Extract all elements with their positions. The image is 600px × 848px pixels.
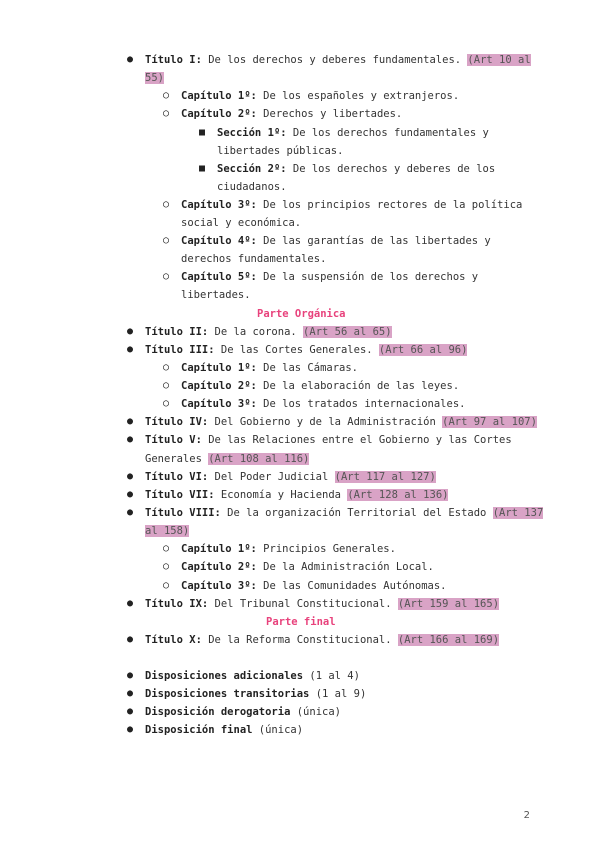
- item-label: Capítulo 4º:: [181, 235, 257, 247]
- item-label: Disposición final: [145, 724, 253, 736]
- square-bullet-icon: ■: [199, 127, 206, 138]
- bullet-icon: ●: [127, 434, 134, 445]
- item-label: Título VI:: [145, 471, 209, 483]
- item-text: Del Tribunal Constitucional.: [208, 598, 398, 610]
- circle-bullet-icon: ○: [163, 362, 170, 373]
- item-label: Capítulo 1º:: [181, 362, 257, 374]
- article-range: (Art 10 al: [467, 54, 531, 66]
- item-text: De los derechos y deberes de los: [286, 163, 496, 175]
- bullet-icon: ●: [127, 706, 134, 717]
- item-label: Capítulo 2º:: [181, 561, 257, 573]
- article-range: (Art 128 al 136): [347, 489, 449, 501]
- capitulo-line: [181, 540, 396, 558]
- article-range: 55): [145, 72, 164, 84]
- item-label: Sección 1º:: [217, 127, 287, 139]
- item-text: De la organización Territorial del Estado: [220, 507, 493, 519]
- section-heading-parte-final: Parte final: [266, 616, 336, 628]
- bullet-icon: ●: [127, 634, 134, 645]
- seccion-line-2: ciudadanos.: [217, 181, 287, 193]
- capitulo-line: [181, 395, 465, 413]
- article-range: (Art 108 al 116): [208, 453, 310, 465]
- circle-bullet-icon: ○: [163, 561, 170, 572]
- item-label: Capítulo 2º:: [181, 108, 257, 120]
- disposiciones-transitorias-line: [145, 685, 366, 703]
- capitulo-line: [181, 87, 459, 105]
- capitulo-line: [181, 377, 459, 395]
- titulo-9-line: [145, 595, 499, 613]
- titulo-7-line: [145, 486, 448, 504]
- capitulo-line: [181, 577, 447, 595]
- circle-bullet-icon: ○: [163, 271, 170, 282]
- titulo-2-line: [145, 323, 392, 341]
- section-heading-parte-organica: Parte Orgánica: [257, 308, 346, 320]
- disposicion-derogatoria-line: [145, 703, 341, 721]
- item-text: De las garantías de las libertades y: [256, 235, 491, 247]
- item-text: Generales: [145, 453, 209, 465]
- titulo-10-line: [145, 631, 499, 649]
- bullet-icon: ●: [127, 688, 134, 699]
- item-label: Disposiciones transitorias: [145, 688, 310, 700]
- item-text: (1 al 9): [309, 688, 367, 700]
- item-text: De las Cortes Generales.: [214, 344, 379, 356]
- capitulo-line: [181, 196, 522, 214]
- item-text: De las Comunidades Autónomas.: [256, 580, 447, 592]
- article-range: (Art 56 al 65): [303, 326, 392, 338]
- capitulo-line-2: derechos fundamentales.: [181, 253, 327, 265]
- titulo-8-line-2: [145, 522, 189, 540]
- item-label: Capítulo 1º:: [181, 543, 257, 555]
- item-text: De las Cámaras.: [256, 362, 359, 374]
- item-label: Capítulo 3º:: [181, 580, 257, 592]
- article-range: (Art 159 al 165): [397, 598, 500, 610]
- bullet-icon: ●: [127, 598, 134, 609]
- bullet-icon: ●: [127, 489, 134, 500]
- item-text: De los derechos y deberes fundamentales.: [201, 54, 468, 66]
- item-label: Título I:: [145, 54, 202, 66]
- item-label: Capítulo 1º:: [181, 90, 257, 102]
- bullet-icon: ●: [127, 54, 134, 65]
- item-label: Título III:: [145, 344, 215, 356]
- titulo-4-line: [145, 413, 537, 431]
- item-label: Capítulo 5º:: [181, 271, 257, 283]
- item-label: Capítulo 3º:: [181, 199, 257, 211]
- item-text: Del Gobierno y de la Administración: [208, 416, 443, 428]
- capitulo-line-2: social y económica.: [181, 217, 302, 229]
- circle-bullet-icon: ○: [163, 580, 170, 591]
- item-text: Derechos y libertades.: [256, 108, 403, 120]
- article-range: (Art 117 al 127): [334, 471, 436, 483]
- item-label: Disposiciones adicionales: [145, 670, 304, 682]
- seccion-line: [217, 160, 495, 178]
- item-label: Capítulo 3º:: [181, 398, 257, 410]
- titulo-3-line: [145, 341, 467, 359]
- item-text: Economía y Hacienda: [214, 489, 348, 501]
- item-text: De la Administración Local.: [256, 561, 434, 573]
- capitulo-line: [181, 268, 478, 286]
- circle-bullet-icon: ○: [163, 235, 170, 246]
- item-label: Título IV:: [145, 416, 209, 428]
- item-text: De los españoles y extranjeros.: [256, 90, 460, 102]
- circle-bullet-icon: ○: [163, 199, 170, 210]
- item-label: Disposición derogatoria: [145, 706, 291, 718]
- disposicion-final-line: [145, 721, 303, 739]
- article-range: al 158): [145, 525, 190, 537]
- item-text: Principios Generales.: [256, 543, 396, 555]
- item-text: Del Poder Judicial: [208, 471, 335, 483]
- item-label: Título V:: [145, 434, 202, 446]
- titulo-5-line: [145, 431, 512, 449]
- article-range: (Art 97 al 107): [442, 416, 537, 428]
- circle-bullet-icon: ○: [163, 398, 170, 409]
- bullet-icon: ●: [127, 670, 134, 681]
- circle-bullet-icon: ○: [163, 90, 170, 101]
- item-text: De la corona.: [208, 326, 304, 338]
- item-text: De los principios rectores de la política: [256, 199, 523, 211]
- titulo-1-line: [145, 51, 531, 69]
- item-text: (única): [290, 706, 341, 718]
- item-label: Título VIII:: [145, 507, 221, 519]
- titulo-8-line: [145, 504, 543, 522]
- capitulo-line: [181, 105, 402, 123]
- item-label: Título VII:: [145, 489, 215, 501]
- capitulo-line: [181, 359, 358, 377]
- bullet-icon: ●: [127, 724, 134, 735]
- item-text: De la elaboración de las leyes.: [256, 380, 460, 392]
- item-text: De los derechos fundamentales y: [286, 127, 489, 139]
- disposiciones-adicionales-line: [145, 667, 360, 685]
- item-label: Título II:: [145, 326, 209, 338]
- bullet-icon: ●: [127, 507, 134, 518]
- titulo-6-line: [145, 468, 436, 486]
- bullet-icon: ●: [127, 326, 134, 337]
- titulo-5-line-2: [145, 450, 309, 468]
- article-range: (Art 166 al 169): [397, 634, 500, 646]
- circle-bullet-icon: ○: [163, 108, 170, 119]
- item-text: De la Reforma Constitucional.: [201, 634, 398, 646]
- item-label: Capítulo 2º:: [181, 380, 257, 392]
- square-bullet-icon: ■: [199, 163, 206, 174]
- capitulo-line: [181, 232, 491, 250]
- circle-bullet-icon: ○: [163, 380, 170, 391]
- article-range: (Art 66 al 96): [378, 344, 468, 356]
- item-text: De la suspensión de los derechos y: [256, 271, 479, 283]
- item-label: Título X:: [145, 634, 202, 646]
- circle-bullet-icon: ○: [163, 543, 170, 554]
- seccion-line: [217, 124, 489, 142]
- bullet-icon: ●: [127, 416, 134, 427]
- item-label: Sección 2º:: [217, 163, 287, 175]
- bullet-icon: ●: [127, 471, 134, 482]
- item-text: (única): [252, 724, 304, 736]
- item-text: (1 al 4): [303, 670, 360, 682]
- item-label: Título IX:: [145, 598, 209, 610]
- page-number: 2: [523, 810, 530, 821]
- seccion-line-2: libertades públicas.: [217, 145, 344, 157]
- article-range: (Art 137: [492, 507, 544, 519]
- capitulo-line: [181, 558, 434, 576]
- titulo-1-line-2: [145, 69, 164, 87]
- item-text: De los tratados internacionales.: [256, 398, 466, 410]
- capitulo-line-2: libertades.: [181, 289, 251, 301]
- bullet-icon: ●: [127, 344, 134, 355]
- item-text: De las Relaciones entre el Gobierno y las Cortes: [201, 434, 512, 446]
